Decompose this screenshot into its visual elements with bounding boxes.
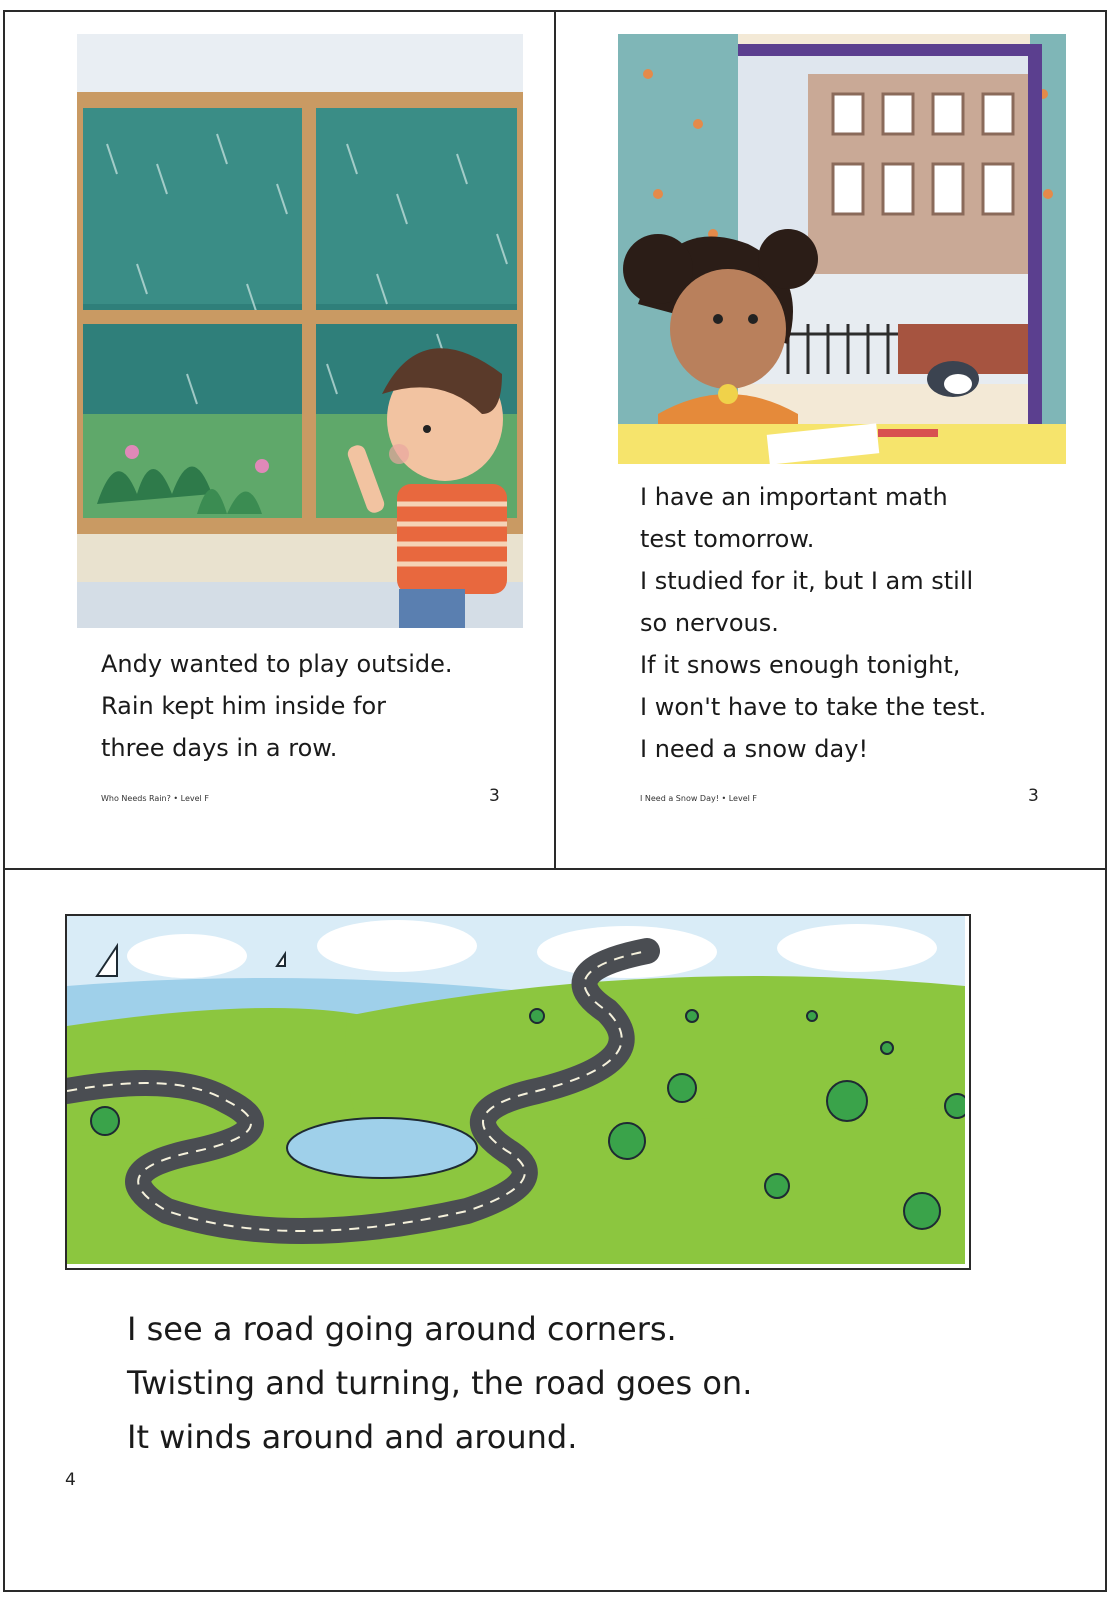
snow-day-illustration (618, 34, 1066, 464)
page-winding-road (3, 868, 1107, 1592)
text-line: test tomorrow. (640, 525, 815, 553)
text-line: I need a snow day! (640, 735, 869, 763)
page-number: 3 (1028, 786, 1039, 806)
text-line: I won't have to take the test. (640, 693, 987, 721)
page-text (101, 643, 453, 769)
book-footer: Who Needs Rain? • Level F (101, 794, 209, 803)
page-number: 4 (65, 1470, 76, 1490)
rain-window-illustration (77, 34, 523, 628)
page-text (127, 1302, 752, 1464)
text-line: so nervous. (640, 609, 779, 637)
page-who-needs-rain (3, 10, 556, 870)
text-line: I see a road going around corners. (127, 1310, 677, 1348)
book-footer: I Need a Snow Day! • Level F (640, 794, 757, 803)
text-line: If it snows enough tonight, (640, 651, 961, 679)
text-line: three days in a row. (101, 734, 338, 762)
winding-road-illustration (65, 914, 971, 1270)
text-line: Andy wanted to play outside. (101, 650, 453, 678)
text-line: Rain kept him inside for (101, 692, 387, 720)
page-text (640, 476, 986, 770)
text-line: It winds around and around. (127, 1418, 578, 1456)
text-line: I studied for it, but I am still (640, 567, 974, 595)
text-line: I have an important math (640, 483, 948, 511)
text-line: Twisting and turning, the road goes on. (127, 1364, 753, 1402)
page-number: 3 (489, 786, 500, 806)
page-snow-day (554, 10, 1107, 870)
